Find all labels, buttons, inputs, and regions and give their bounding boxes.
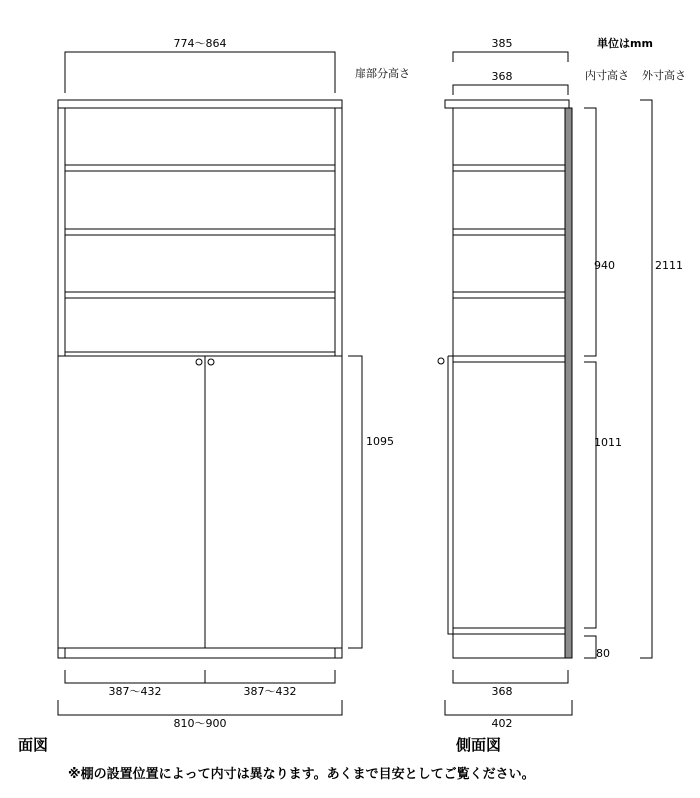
bottom-inner-depth-line [453,670,568,683]
outer-depth-line [453,52,568,62]
overall-width-label: 810～900 [173,717,227,730]
side-door-profile [448,356,453,634]
door-height-value: 1095 [366,435,394,448]
side-shelf-2 [453,229,565,235]
lower-inner-height-value: 1011 [594,436,622,449]
footnote: ※棚の設置位置によって内寸は異なります。あくまで目安としてご覧ください。 [68,767,535,782]
front-shelf-2 [65,229,335,235]
door-width-right-label: 387～432 [243,685,297,698]
front-shelf-1 [65,165,335,171]
side-door-knob [438,358,444,364]
side-top-plate [445,100,569,108]
front-view [18,37,410,754]
side-view-title: 側面図 [456,736,502,754]
total-height-line [640,100,652,658]
lower-inner-height-line [584,362,596,628]
side-back-panel [565,108,572,658]
door-height-line [348,356,362,648]
door-height-label: 扉部分高さ [355,67,410,80]
door-width-left-label: 387～432 [108,685,162,698]
right-door-knob [208,359,214,365]
front-top-plate [58,100,342,108]
inner-height-heading: 内寸高さ [585,69,629,82]
front-shelf-3 [65,292,335,298]
side-shelf-3 [453,292,565,298]
door-width-left-line [65,670,205,683]
side-bottom-shelf [453,628,565,634]
front-middle-shelf [65,352,335,356]
upper-inner-height-value: 940 [594,259,615,272]
side-body [453,108,565,658]
bottom-inner-depth-label: 368 [491,685,513,698]
front-view-title: 面図 [18,736,49,754]
front-top-width-line [65,52,335,93]
inner-depth-line [453,85,568,95]
front-base-inner [65,648,335,658]
upper-inner-height-line [584,108,596,356]
outer-depth-label: 385 [491,37,513,50]
outer-height-heading: 外寸高さ [642,69,686,82]
base-height-value: 80 [596,647,610,660]
front-top-width-label: 774～864 [173,37,227,50]
overall-width-line [58,700,342,715]
side-view [438,36,686,754]
total-height-value: 2111 [655,259,683,272]
side-shelf-1 [453,165,565,171]
front-left-door [58,356,205,648]
base-height-line [584,636,596,658]
door-width-right-line [205,670,335,683]
units-label: 単位はmm [597,37,653,50]
front-right-door [205,356,342,648]
left-door-knob [196,359,202,365]
inner-depth-label: 368 [491,70,513,83]
bottom-outer-depth-line [445,700,572,715]
side-middle-shelf [453,356,565,362]
bottom-outer-depth-label: 402 [491,717,513,730]
